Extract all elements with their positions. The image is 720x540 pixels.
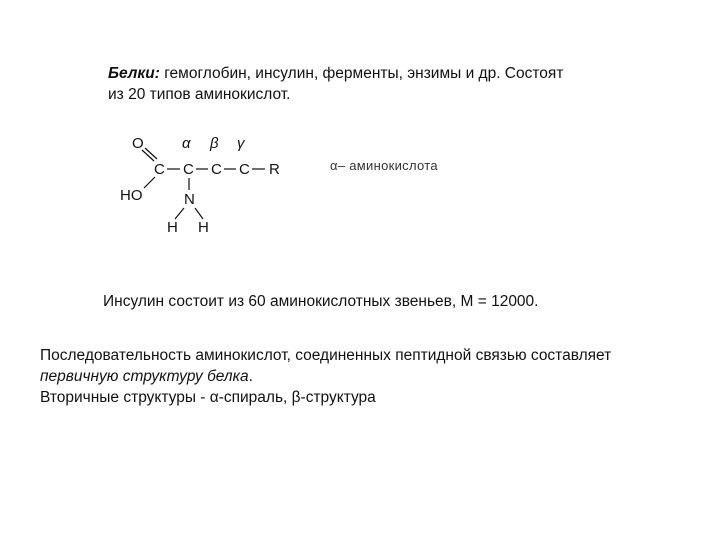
atom-c4: C (239, 161, 250, 178)
atom-r: R (269, 161, 280, 178)
amino-acid-caption: α– аминокислота (330, 158, 438, 173)
bond-n-h1 (175, 208, 184, 219)
structure-formula-svg (100, 128, 300, 240)
primary-structure-term: первичную структуру белка (40, 368, 249, 385)
intro-paragraph (108, 63, 628, 105)
atom-h1: H (167, 219, 178, 236)
atom-c3: C (211, 161, 222, 178)
intro-term: Белки: (108, 65, 160, 82)
greek-beta: β (210, 135, 219, 152)
primary-structure-paragraph (40, 345, 700, 408)
greek-alpha: α (182, 135, 191, 152)
primary-text-line1: Последовательность аминокислот, соединенных пептидной связью составляет (40, 347, 612, 364)
secondary-structures-line: Вторичные структуры - α-спираль, β-структура (40, 389, 376, 406)
amino-acid-structure (100, 128, 300, 245)
atom-c2: C (183, 161, 194, 178)
bond-c-o-1 (142, 150, 154, 161)
atom-h2: H (198, 219, 209, 236)
atom-c1: C (154, 161, 165, 178)
atom-n: N (184, 191, 195, 208)
bond-c-oh (144, 177, 155, 188)
primary-period: . (248, 368, 253, 385)
intro-text-line1: гемоглобин, инсулин, ферменты, энзимы и др. Состоят (159, 65, 564, 82)
insulin-paragraph: Инсулин состоит из 60 аминокислотных звеньев, М = 12000. (103, 293, 539, 310)
bond-n-h2 (195, 208, 203, 219)
atom-o: O (132, 135, 144, 152)
atom-ho: HO (120, 187, 143, 204)
intro-text-line2: из 20 типов аминокислот. (108, 86, 291, 103)
bond-c-o-2 (145, 148, 157, 159)
greek-gamma: γ (237, 135, 245, 152)
